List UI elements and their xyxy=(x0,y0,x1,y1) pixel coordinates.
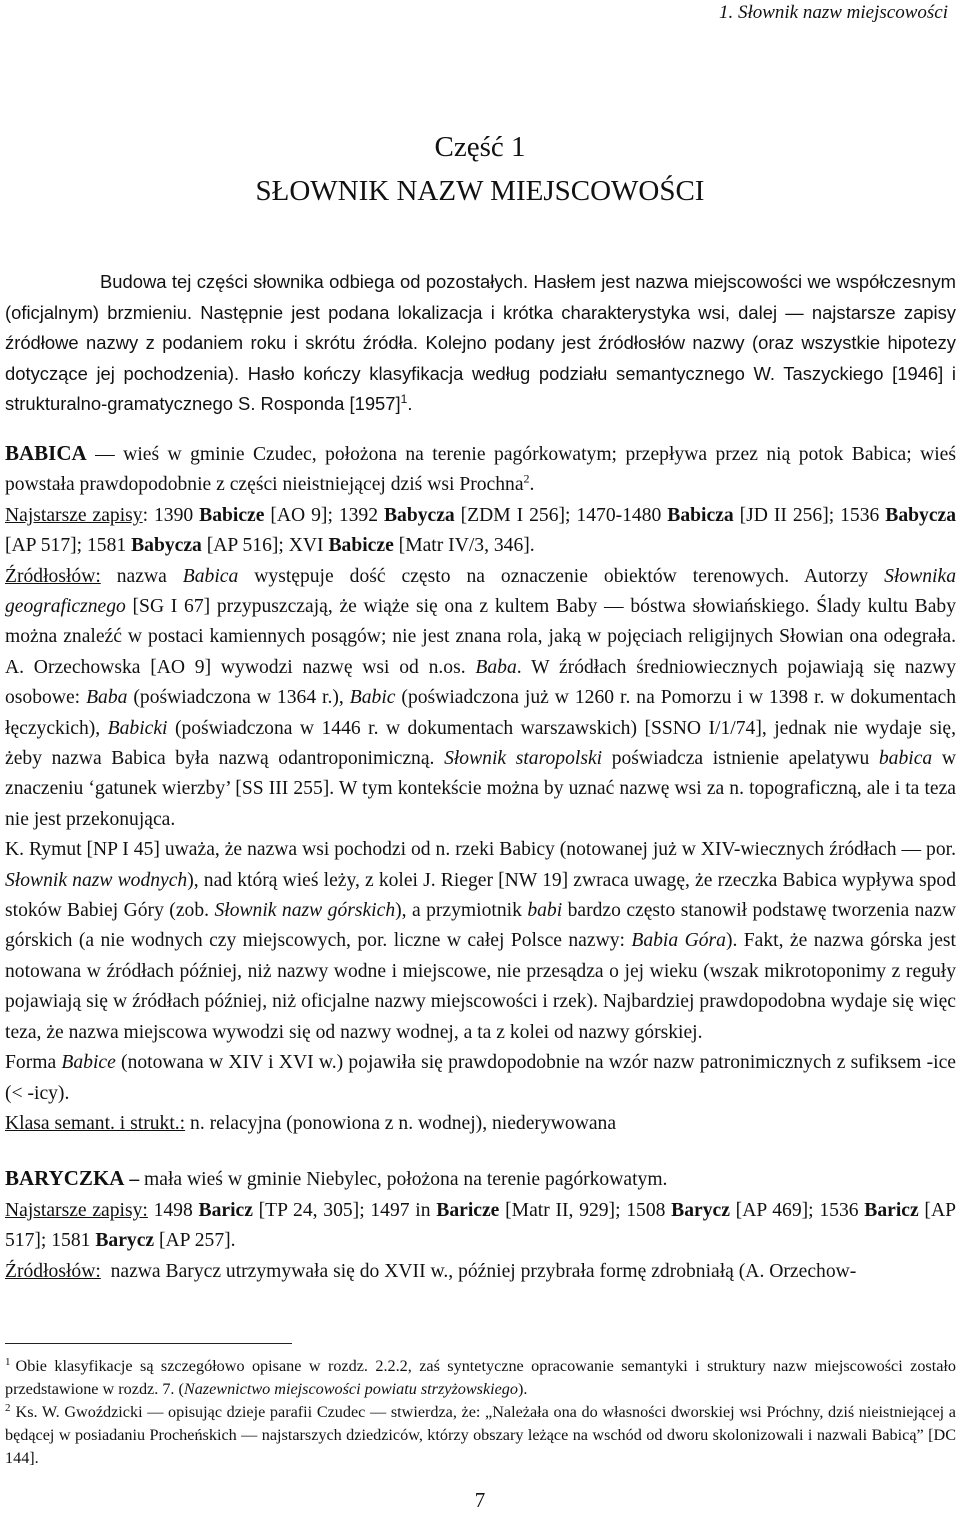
entry-babica-etymology: Źródłosłów: nazwa Babica występuje dość często na oznaczenie obiektów terenowych. Autorzy Słownika geograficznego [SG I 67] przypuszczają, że wiąże się ona z kultem Baby — bóstwa słowiańskiego. Ślady kultu Baby można znaleźć w postaci kamiennych posągów; nie jest znana rola, jaką w pojęciach religijnych Słowian ona odegrała. A. Orzechowska [AO 9] wywodzi nazwę wsi od n.os. Baba. W źródłach średniowiecznych pojawiają się nazwy osobowe: Baba (poświadczona w 1364 r.), Babic (poświadczona już w 1260 r. na Pomorzu i w 1398 r. w dokumentach łęczyckich), Babicki (poświadczona w 1446 r. w dokumentach warszawskich) [SSNO I/1/74], jednak nie wydaje się, żeby nazwa Babica była nazwą odantroponimiczną. Słownik staropolski poświadcza istnienie apelatywu babica w znaczeniu ‘gatunek wierzby’ [SS III 255]. W tym kontekście można by uznać nazwę wsi za n. topograficzną, ale i ta teza nie jest przekonująca. xyxy=(5,565,957,830)
entry-babica-classification: Klasa semant. i strukt.: n. relacyjna (ponowiona z n. wodnej), niederywowana xyxy=(5,1112,617,1134)
entry-headword-baryczka: BARYCZKA xyxy=(5,1166,125,1191)
part-number: Część 1 xyxy=(434,131,526,163)
intro-paragraph: Budowa tej części słownika odbiega od pozostałych. Hasłem jest nazwa miejscowości we współczesnym (oficjalnym) brzmieniu. Następnie jest podana lokalizacja i krótka charakterystyka wsi, dalej — najstarsze zapisy źródłowe nazwy z podaniem roku i skrótu źródła. Kolejno podany jest źródłosłów nazwy (oraz wszystkie hipotezy dotyczące jej pochodzenia). Hasło kończy klasyfikacja według podziału semantycznego W. Taszyckiego [1946] i strukturalno-gramatycznego S. Rosponda $[1957]^1$. xyxy=(5,271,956,415)
etymology-label: Źródłosłów: xyxy=(5,1260,101,1282)
page-number: 7 xyxy=(474,1488,486,1512)
entry-babica-description: BABICA — wieś w gminie Czudec, położona na terenie pagórkowatym; przepływa przez nią potok Babica; wieś powstała prawdopodobnie z części nieistniejącej dziś wsi Prochna$^2$. xyxy=(5,440,956,496)
part-name: SŁOWNIK NAZW MIEJSCOWOŚCI xyxy=(255,175,705,207)
footnotes xyxy=(5,1355,956,1470)
classification-label: Klasa semant. i strukt.: xyxy=(5,1112,186,1134)
records-label: Najstarsze zapisy: xyxy=(5,1199,148,1221)
footnote-2: $^2$ Ks. W. Gwoździcki — opisując dzieje parafii Czudec — stwierdza, że: „Należała ona do własności dworskiej wsi Próchny, dziś nieistniejącej a będącej w posiadaniu Procheńskich — najstarszych dziedziców, którzy obszary leżące na wschód od dworu skolonizowali i nazwali Babicą” [DC 144]. xyxy=(5,1401,956,1467)
footnote-mark: 1 xyxy=(5,1355,11,1368)
footnote-ref-1: 1 xyxy=(400,392,408,407)
main-text xyxy=(5,267,956,1287)
entry-baryczka-etymology: Źródłosłów: nazwa Barycz utrzymywała się do XVII w., później przybrała formę zdrobniałą (A. Orzechow- xyxy=(5,1260,857,1282)
footnote-1: $^1$ Obie klasyfikacje są szczegółowo opisane w rozdz. 2.2.2, zaś syntetyczne opracowanie semantyki i struktury nazw miejscowości zostało przedstawione w rozdz. 7. (Nazewnictwo miejscowości powiatu strzyżowskiego). xyxy=(5,1355,956,1398)
entry-baryczka-records: Najstarsze zapisy: 1498 Baricz [TP 24, 305]; 1497 in Baricze [Matr II, 929]; 1508 Barycz [AP 469]; 1536 Baricz [AP 517]; 1581 Barycz [AP 257]. xyxy=(5,1199,956,1252)
entry-headword-babica: BABICA xyxy=(5,440,87,465)
footnote-mark: 2 xyxy=(5,1401,11,1414)
running-head: 1. Słownik nazw miejscowości xyxy=(718,2,948,23)
footnote-separator xyxy=(5,1343,292,1344)
etymology-label: Źródłosłów: xyxy=(5,565,101,587)
records-label: Najstarsze zapisy xyxy=(5,504,143,526)
entry-babica-rymut: K. Rymut [NP I 45] uważa, że nazwa wsi pochodzi od n. rzeki Babicy (notowanej już w XIV-wiecznych źródłach — por. Słownik nazw wodnych), nad którą wieś leży, z kolei J. Rieger [NW 19] zwraca uwagę, że rzeczka Babica wypływa spod stoków Babiej Góry (zob. Słownik nazw górskich), a przymiotnik babi bardzo często stanowił podstawę tworzenia nazw górskich (a nie wodnych czy miejscowych, por. liczne w całej Polsce nazwy: Babia Góra). Fakt, że nazwa górska jest notowana w źródłach później, niż nazwy wodne i miejscowe, nie przesądza o jej wieku (wszak mikrotoponimy z reguły pojawiają się w źródłach później, niż oficjalne nazwy miejscowości i rzek). Najbardziej prawdopodobna wydaje się więc teza, że nazwa miejscowa wywodzi się od nazwy wodnej, a ta z kolei od nazwy górskiej. xyxy=(5,839,957,1043)
entry-babica-forma: Forma Babice (notowana w XIV i XVI w.) pojawiła się prawdopodobnie na wzór nazw patronimicznych z sufiksem -ice (< -icy). xyxy=(5,1052,956,1104)
footnote-ref-2: 2 xyxy=(523,471,530,486)
entry-babica-records: Najstarsze zapisy: 1390 Babicze [AO 9]; 1392 Babycza [ZDM I 256]; 1470-1480 Babicza [JD II 256]; 1536 Babycza [AP 517]; 1581 Babycza [AP 516]; XVI Babicze [Matr IV/3, 346]. xyxy=(5,504,957,557)
entry-baryczka-description: BARYCZKA – mała wieś w gminie Niebylec, położona na terenie pagórkowatym. xyxy=(5,1166,668,1191)
part-title xyxy=(0,125,960,213)
